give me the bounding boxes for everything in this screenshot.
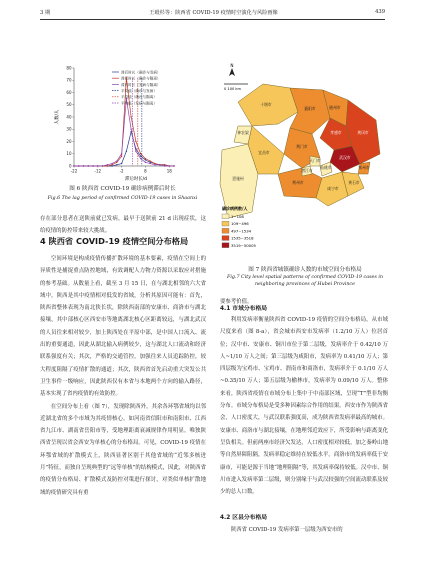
x-tick-label: 8: [144, 168, 147, 174]
city-label: 孝感市: [330, 130, 342, 135]
legend-swatch: [222, 214, 229, 219]
series-point-0: [121, 163, 122, 164]
city-label: 黄石市: [348, 180, 360, 185]
paragraph-spatial-distribution: 在空间分布上看（图 7），发现除陕西外，其余各环鄂省域均以邻近湖北省的多个市域为其疫情核心，如河南省信阳市和南阳市、江西省九江市、湖南省岳阳市等，受地理距离衰减规律作用明显。唯独陕西省呈现以省会西安为单核心的分布格局。可见，COVID-19 疫情在环鄂省域的扩散模式上，陕西显著区别于其他省域的“近邻多核迸月”特征，而独自呈现典型的“远等单核”的结构模式，因此，对陕西省的疫情分布格局、扩散模式及防控对策进行探讨，对类似单核扩散地域的疫情研究具有重: [40, 403, 206, 496]
figure6-caption-en: Fig.6 The lag period of confirmed COVID-19 cases in Shaanxi: [47, 196, 198, 201]
city-label: 宜昌市: [258, 150, 270, 155]
legend-label: 平均值（确诊与发病）: [121, 89, 157, 93]
series-point-2: [107, 164, 108, 165]
left-column-intro: [40, 213, 206, 238]
series-point-1: [111, 164, 112, 165]
paragraph-spatial-environment: 空间环境是构成疫情传播扩散环境的基本要素，疫情在空间上的异质性是捕捉重点防控地域，有效调配人力物力资源以采取应对措施的参考基础。从数量上看，截至 3 月 15 日，在与湖北相邻的六大省域中，陕西是其中疫情相对低发的省域，分析其原因可能有：首先，陕西省整体表现为南北狭长状，除陕西南部的安康市、商洛市与湖北接壤，其中部核心区西安市等地离湖北核心区距离较远，与湖北武汉的人员往来相对较少，加上陕西处在平原中部，是中国人口流入、流出的重要通道，因此从湖北输入病例较少，这与湖北人口流动和经济联系强度有关；其次，严格的交通管控，加强往来人员追踪防控，较大程度阻隔了疫情扩散的通道；其次，陕西省首先启动重大突发公共卫生事件一级响应，因此陕西仅有本省与本地两个方向的输入路径，基本实现了省内疫情的有效防控。: [40, 256, 206, 398]
series-point-1: [130, 116, 131, 117]
series-line-0: [74, 132, 174, 166]
series-point-2: [121, 153, 122, 154]
legend-label: 平均值（发病与隔离）: [121, 101, 157, 106]
legend-label: 497~1534: [231, 228, 252, 234]
header-issue: 3 期: [40, 10, 51, 16]
series-point-0: [116, 164, 117, 165]
right-column-section-4-2: [220, 524, 388, 536]
legend-label: 平均值（确诊与隔离）: [121, 95, 157, 100]
legend-label: 109~496: [231, 221, 249, 227]
paragraph-lag-summary: 存在部分患者在送陕前就已发病。最早于送陕前 21 d 出现症状，这给疫情的防控带来较大挑战。: [40, 216, 206, 235]
y-tick-label: 70: [66, 77, 72, 83]
figure6-caption-zh: 图 6 陕西省 COVID-19 确诊病例滞后时长: [69, 186, 176, 192]
legend-label: 滞后时长（确诊与发病）: [121, 70, 161, 75]
series-line-2: [74, 99, 174, 166]
city-label: 十堰市: [260, 102, 272, 107]
city-label: 随州市: [329, 105, 341, 110]
x-tick-label: -12: [94, 168, 102, 174]
legend-swatch: [222, 236, 229, 241]
x-tick-label: -22: [70, 168, 78, 174]
legend-label: 滞后时长（发病与隔离）: [121, 82, 161, 87]
city-label: 潜江市: [301, 168, 313, 173]
section-4-1-heading: 4.1 市域分布格局: [220, 306, 268, 312]
legend-swatch: [222, 243, 229, 248]
x-tick-label: -2: [119, 168, 124, 174]
series-point-0: [140, 156, 141, 157]
series-point-1: [164, 164, 165, 165]
series-point-2: [173, 165, 174, 166]
series-point-2: [159, 164, 160, 165]
city-label: 荆州市: [292, 180, 304, 185]
series-point-2: [149, 163, 150, 164]
series-point-2: [130, 129, 131, 130]
figure6-svg: [52, 62, 180, 188]
city-label: 鄂州市: [358, 165, 370, 170]
series-point-2: [73, 165, 74, 166]
series-point-2: [116, 160, 117, 161]
series-point-2: [169, 165, 170, 166]
y-tick-label: 80: [66, 65, 72, 71]
series-point-1: [107, 165, 108, 166]
series-point-2: [145, 162, 146, 163]
legend-label: 滞后时长（确诊与隔离）: [121, 76, 161, 81]
header-page-number: 439: [375, 9, 385, 15]
y-tick-label: 20: [66, 138, 72, 144]
legend-swatch: [222, 221, 229, 226]
y-tick-label: 50: [66, 102, 72, 108]
series-point-2: [97, 165, 98, 166]
series-point-2: [88, 165, 89, 166]
series-point-2: [164, 165, 165, 166]
series-point-2: [154, 164, 155, 165]
north-label: N: [230, 63, 234, 68]
y-tick-label: 10: [66, 151, 72, 157]
city-label: 恩施州: [232, 176, 244, 181]
left-column-body: [40, 253, 206, 499]
series-point-0: [111, 165, 112, 166]
series-point-0: [149, 162, 150, 163]
paragraph-county-distribution: 陕西省 COVID-19 发病率第一层级为西安市的: [230, 527, 343, 533]
paragraph-reference-value: 要参考价值。: [220, 299, 253, 305]
legend-title: 确诊病例数/人: [222, 206, 248, 211]
header-title: 王殴杉等：陕西省 COVID-19 疫情时空演化与风险画像: [149, 10, 278, 16]
series-point-1: [116, 162, 117, 163]
figure6-chart: [52, 62, 180, 188]
series-point-1: [135, 141, 136, 142]
figure7-map: [218, 62, 396, 262]
legend-label: 1~108: [231, 214, 244, 219]
y-tick-label: 0: [68, 163, 72, 169]
series-point-0: [145, 159, 146, 160]
north-arrow-icon: [229, 68, 235, 76]
city-label: 神农架: [237, 130, 249, 135]
series-point-0: [126, 151, 127, 152]
city-label: 黄冈市: [357, 130, 369, 135]
city-label: 仙桃市: [320, 165, 332, 170]
y-tick-label: 40: [66, 114, 72, 120]
series-point-1: [149, 160, 150, 161]
city-label: 荆门市: [296, 144, 308, 149]
city-label: 咸宁市: [327, 186, 339, 191]
legend-swatch: [222, 228, 229, 233]
series-point-2: [102, 165, 103, 166]
series-point-1: [145, 158, 146, 159]
figure7-svg: [218, 62, 396, 262]
figure7-caption-zh: 图 7 陕西省城镇确诊人数的市域空间分布格局: [248, 267, 362, 273]
series-point-1: [140, 153, 141, 154]
section-4-heading: 4 陕西省 COVID-19 疫情空间分布格局: [40, 236, 189, 246]
section-4-2-heading: 4.2 区县分布格局: [220, 515, 268, 521]
series-point-2: [78, 165, 79, 166]
paragraph-city-distribution: 利用发病率衡量陕西省 COVID-19 疫情的空间分布格局，从市域尺度来看（图 8-a），省会城市西安市发病率（1.2/10 万人）位居首位；汉中市、安康市、铜川市位于第二层级，发病率介于 0.42/10 万人~1/10 万人之间；第三层级为咸阳市，发病率为 0.41/10 万人；第四层级为宝鸡市、宝鸡市、渭南市和商洛市，发病率介于 0.1/10 万人~0.35/10 万人；第五层级为榆林市，发病率为 0.09/10 万人。整体来看，陕西省疫情在市域分布上集中于中南部区域，呈现“T”型非均衡分布。市域分布格局是受多种因素综合作用的结果。西安市作为陕西省会，人口密度大，与武汉联系强度高，成为陕西省发病率最高的城市。安康市、商洛市与湖北接壤，在地理邻近效应下，所受影响与距离变化呈负相关。但前两座市经济欠发达，人口密度相对较低，加之秦岭山地等自然屏障阻隔，发病率稳定维持在较低水平。商洛市的发病率低于安康市，可能是源于当地“地理阻隔”等，其发病率保持较低。汉中市、铜川市进入发病率第二层级，则分别缘于与武汉较强的空间流动联系及较少的总人口数。: [220, 317, 388, 496]
series-point-1: [154, 163, 155, 164]
legend-label: 1535~3518: [231, 235, 254, 241]
series-point-2: [92, 165, 93, 166]
y-tick-label: 30: [66, 126, 72, 132]
figure7-caption-en: Fig.7 City level spatial patterns of confirmed COVID-19 cases in neighboring provinces of Hubei Province: [227, 275, 383, 287]
x-axis-label: 滞后时长/d: [125, 177, 147, 182]
series-point-2: [135, 151, 136, 152]
y-axis-label: 人数/人: [55, 109, 60, 125]
series-point-2: [140, 158, 141, 159]
series-point-1: [121, 156, 122, 157]
x-tick-label: 18: [166, 168, 172, 174]
right-column-section-4-1: [220, 314, 388, 498]
series-point-2: [111, 163, 112, 164]
series-point-2: [83, 165, 84, 166]
city-label: 武汉市: [339, 155, 351, 160]
header-rule: [40, 19, 385, 20]
scale-label: 0 100 km: [224, 87, 242, 91]
city-label: 天门市: [309, 158, 321, 163]
y-tick-label: 60: [66, 89, 72, 95]
legend-label: 3519~50005: [231, 242, 256, 248]
city-label: 襄阳市: [304, 106, 316, 111]
